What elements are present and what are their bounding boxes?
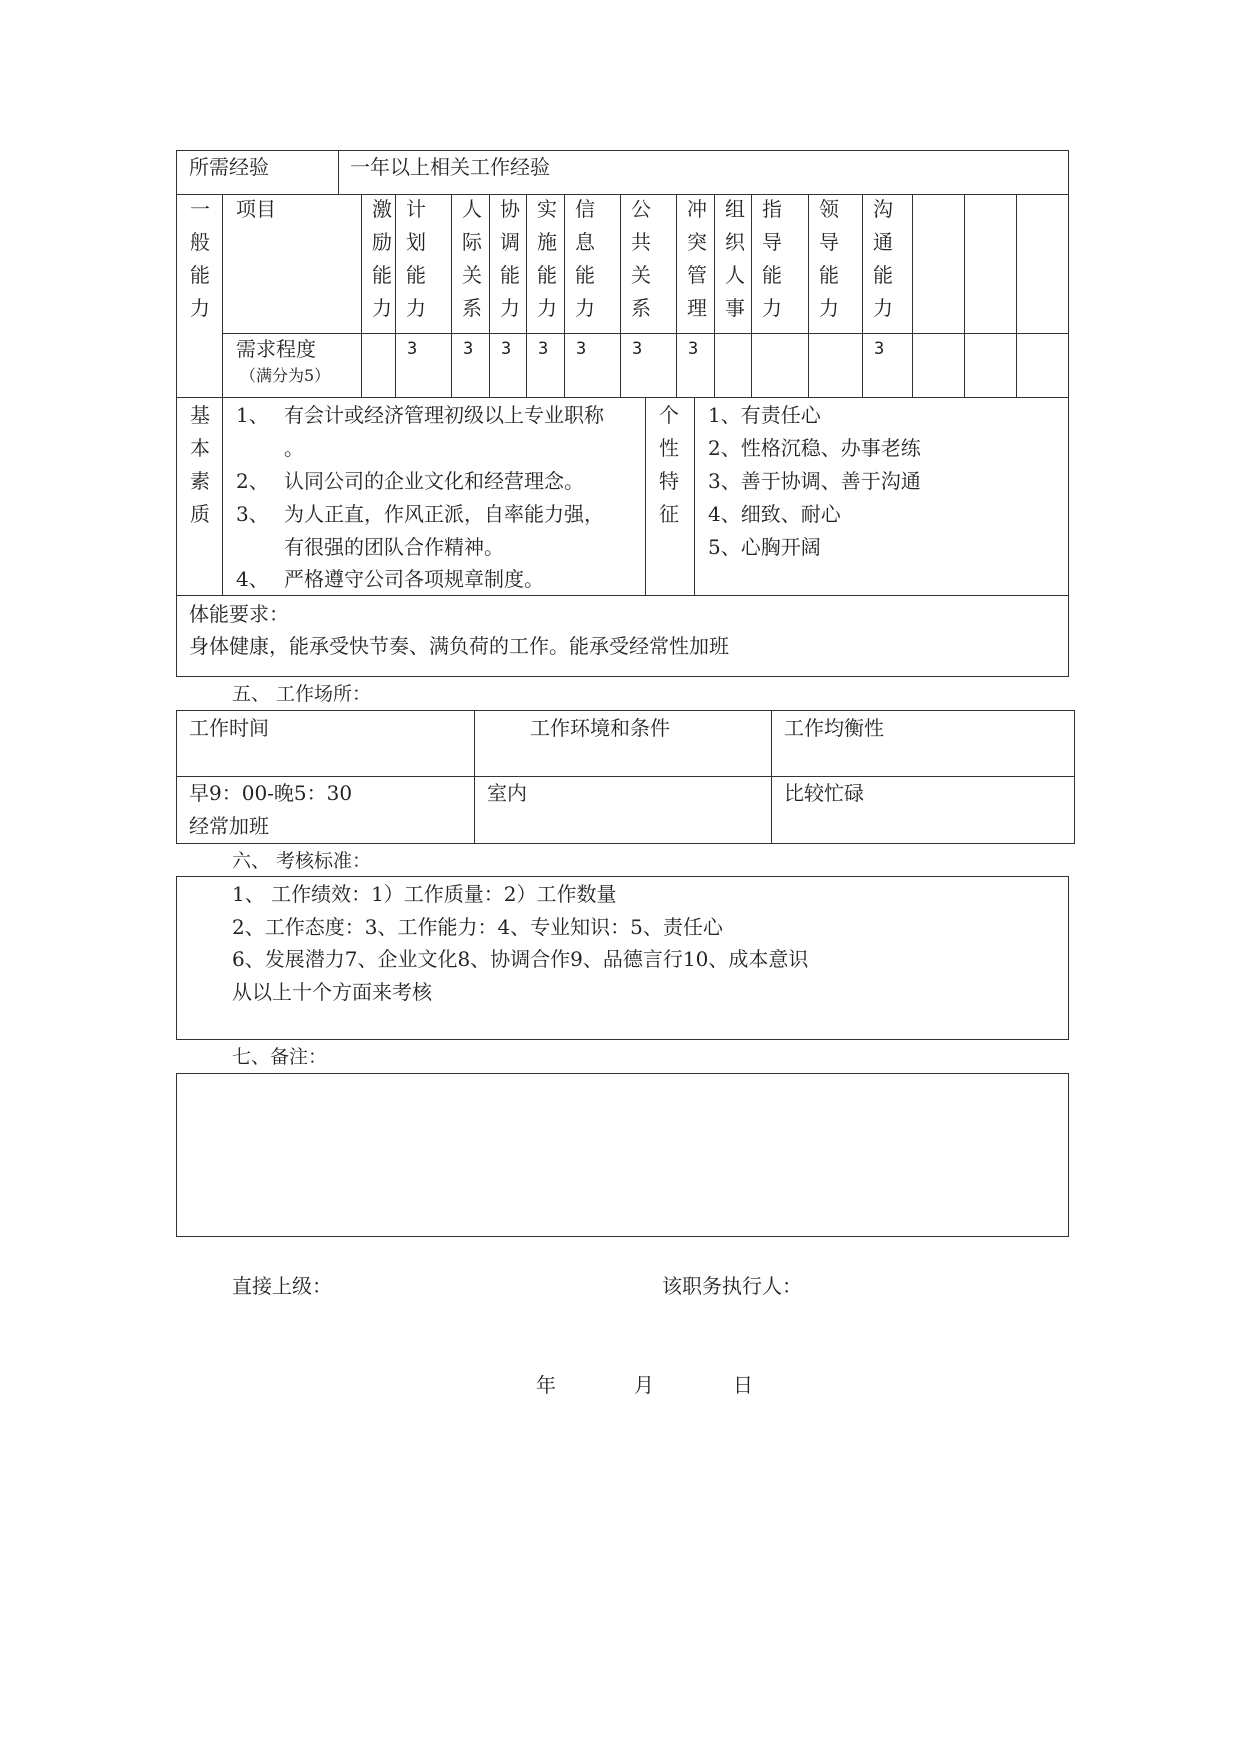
divider — [338, 150, 339, 194]
personality-item: 3、善于协调、善于沟通 — [708, 469, 921, 493]
general-ability-side-label: 一 般 能 力 — [190, 197, 210, 320]
divider — [176, 194, 1069, 195]
divider — [694, 397, 695, 595]
quality-item-3-line-1: 为人正直，作风正派，自率能力强， — [284, 502, 604, 526]
section6-title: 六、 考核标准： — [232, 850, 372, 872]
remarks-box — [176, 1073, 1069, 1237]
divider — [564, 194, 565, 397]
divider — [451, 194, 452, 397]
personality-item: 4、细致、耐心 — [708, 502, 841, 526]
ability-column-label: 信 息 能 力 — [575, 197, 595, 320]
date-month: 月 — [634, 1373, 654, 1397]
physical-label: 体能要求： — [189, 602, 289, 626]
quality-item-3-line-2: 有很强的团队合作精神。 — [284, 535, 504, 559]
supervisor-label: 直接上级： — [232, 1274, 332, 1298]
divider — [620, 194, 621, 397]
ability-column-value: 3 — [407, 339, 418, 359]
basic-quality-side-label: 基 本 素 质 — [190, 403, 210, 526]
quality-item-1-line-2: 。 — [284, 436, 304, 460]
quality-item-4-num: 4、 — [236, 567, 269, 591]
ability-column-label: 领 导 能 力 — [819, 197, 839, 320]
section7-title: 七、备注： — [232, 1046, 328, 1068]
divider — [222, 194, 223, 397]
experience-label: 所需经验 — [189, 155, 269, 179]
divider — [361, 194, 362, 397]
assessment-line: 2、工作态度：3、工作能力：4、专业知识：5、责任心 — [232, 915, 723, 939]
divider — [676, 194, 677, 397]
demand-note: （满分为5） — [240, 366, 331, 385]
divider — [714, 194, 715, 397]
quality-item-4-line-1: 严格遵守公司各项规章制度。 — [284, 567, 544, 591]
personality-item: 2、性格沉稳、办事老练 — [708, 436, 921, 460]
divider — [176, 397, 1069, 398]
ability-column-label: 激 励 能 力 — [372, 197, 392, 320]
ability-column-label: 组 织 人 事 — [725, 197, 745, 320]
ability-column-label: 协 调 能 力 — [500, 197, 520, 320]
divider — [395, 194, 396, 397]
quality-item-1-num: 1、 — [236, 403, 269, 427]
ability-column-value: 3 — [501, 339, 512, 359]
divider — [474, 710, 475, 844]
header-work-time: 工作时间 — [189, 716, 269, 740]
divider — [222, 333, 1069, 334]
ability-column-value: 3 — [688, 339, 699, 359]
quality-item-2-line-1: 认同公司的企业文化和经营理念。 — [284, 469, 584, 493]
divider — [751, 194, 752, 397]
ability-column-value: 3 — [874, 339, 885, 359]
work-time-line-2: 经常加班 — [189, 814, 269, 838]
divider — [222, 397, 223, 595]
experience-value: 一年以上相关工作经验 — [350, 155, 550, 179]
ability-column-value: 3 — [538, 339, 549, 359]
divider — [645, 397, 646, 595]
divider — [771, 710, 772, 844]
work-time-line-1: 早9：00-晚5：30 — [189, 781, 353, 805]
ability-column-label: 沟 通 能 力 — [873, 197, 893, 320]
assessment-line: 从以上十个方面来考核 — [232, 980, 432, 1004]
demand-label: 需求程度 — [236, 337, 316, 361]
ability-column-label: 实 施 能 力 — [537, 197, 557, 320]
divider — [912, 194, 913, 397]
divider — [862, 194, 863, 397]
ability-column-label: 指 导 能 力 — [762, 197, 782, 320]
physical-text: 身体健康，能承受快节奏、满负荷的工作。能承受经常性加班 — [189, 634, 729, 658]
personality-item: 5、心胸开阔 — [708, 535, 821, 559]
personality-side-label: 个 性 特 征 — [659, 403, 679, 526]
quality-item-2-num: 2、 — [236, 469, 269, 493]
quality-item-1-line-1: 有会计或经济管理初级以上专业职称 — [284, 403, 604, 427]
date-year: 年 — [536, 1373, 556, 1397]
ability-column-value: 3 — [463, 339, 474, 359]
personality-item: 1、有责任心 — [708, 403, 821, 427]
header-work-environment: 工作环境和条件 — [530, 716, 670, 740]
ability-column-label: 人 际 关 系 — [462, 197, 482, 320]
divider — [964, 194, 965, 397]
section5-title: 五、 工作场所： — [232, 683, 372, 705]
work-balance-value: 比较忙碌 — [784, 781, 864, 805]
work-environment-value: 室内 — [487, 781, 527, 805]
quality-item-3-num: 3、 — [236, 502, 269, 526]
executor-label: 该职务执行人： — [662, 1274, 802, 1298]
ability-column-value: 3 — [632, 339, 643, 359]
ability-column-label: 计 划 能 力 — [406, 197, 426, 320]
ability-column-label: 公 共 关 系 — [631, 197, 651, 320]
item-header: 项目 — [236, 197, 276, 221]
divider — [1016, 194, 1017, 397]
ability-column-label: 冲 突 管 理 — [687, 197, 707, 320]
ability-column-value: 3 — [576, 339, 587, 359]
date-day: 日 — [733, 1373, 753, 1397]
assessment-line: 6、发展潜力7、企业文化8、协调合作9、品德言行10、成本意识 — [232, 947, 809, 971]
assessment-line: 1、 工作绩效：1）工作质量：2）工作数量 — [232, 882, 617, 906]
divider — [808, 194, 809, 397]
header-work-balance: 工作均衡性 — [784, 716, 884, 740]
divider — [489, 194, 490, 397]
divider — [526, 194, 527, 397]
